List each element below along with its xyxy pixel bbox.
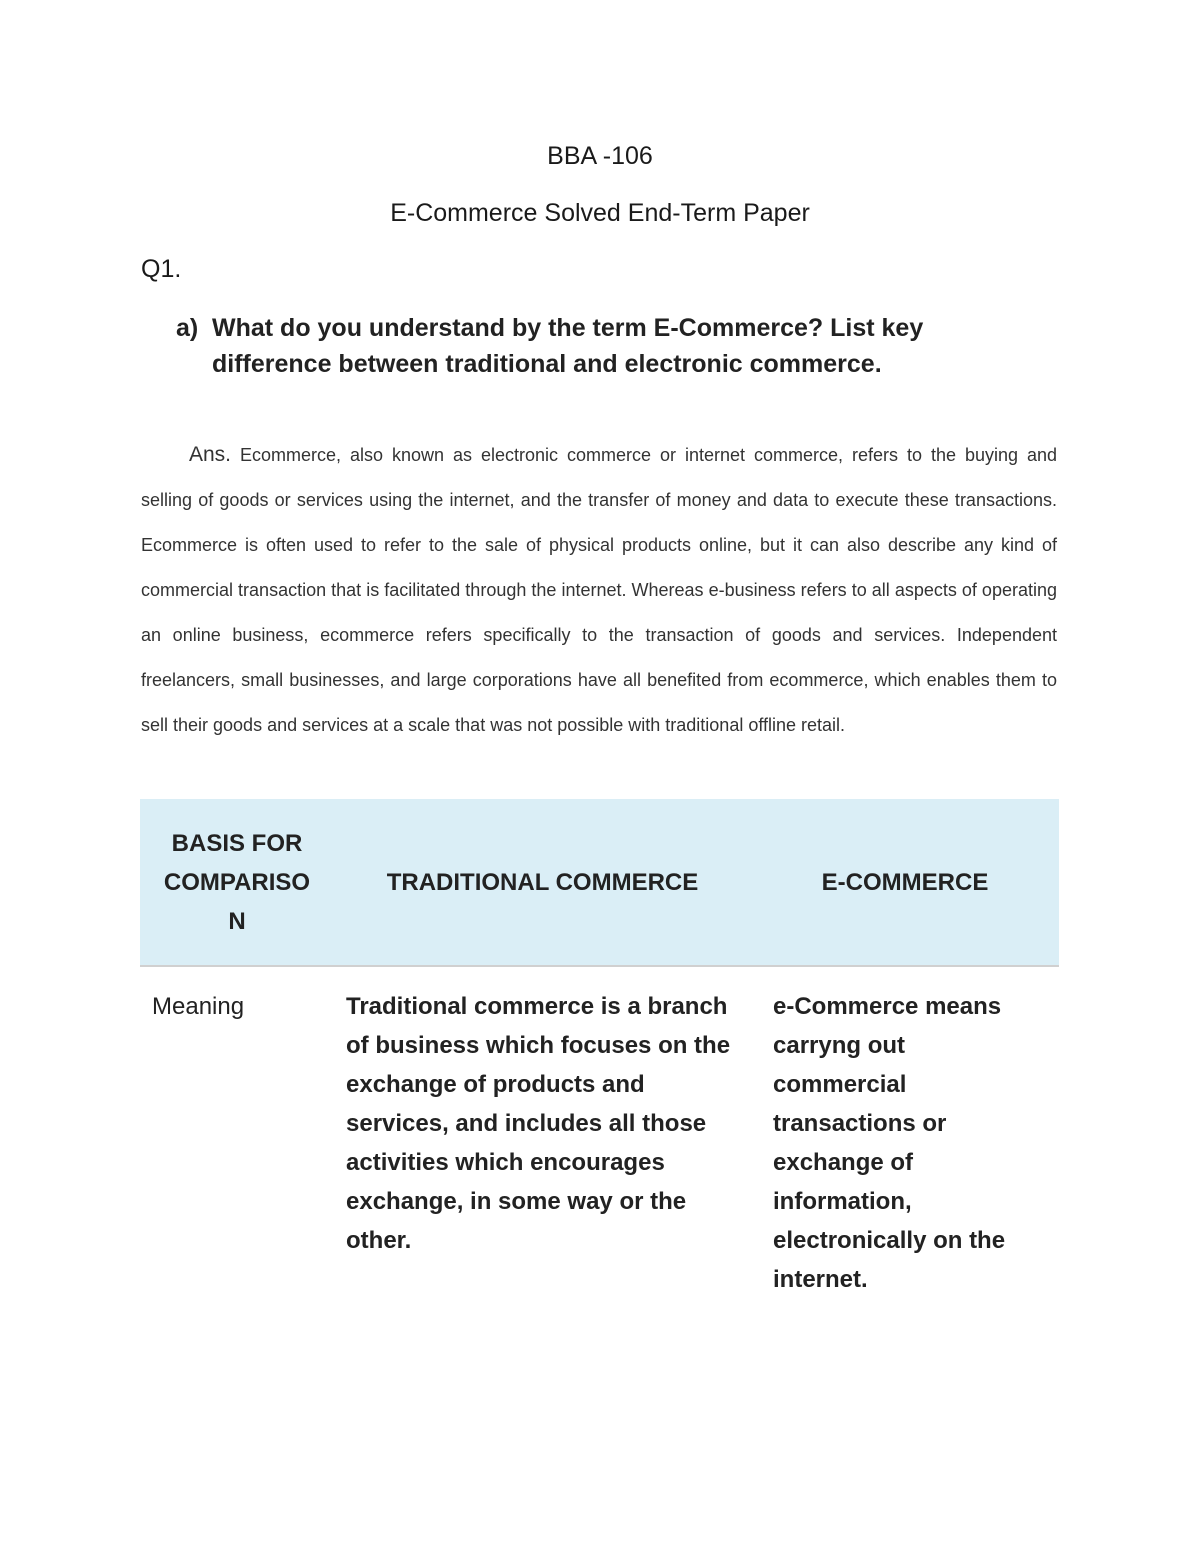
comparison-table xyxy=(140,799,1059,1299)
course-code: BBA -106 xyxy=(547,142,653,170)
header-basis: BASIS FOR COMPARISO N xyxy=(140,799,334,966)
answer-text: Ecommerce, also known as electronic commerce or internet commerce, refers to the buying and selling of goods or services using the internet, and the transfer of money and data to execute these transactions. Ecommerce is often used to refer to the sale of physical products online, but it can also describe any kind of commercial transaction that is facilitated through the internet. Whereas e-business refers to all aspects of operating an online business, ecommerce refers specifically to the transaction of goods and services. Independent freelancers, small businesses, and large corporations have all benefited from ecommerce, which enables them to sell their goods and services at a scale that was not possible with traditional offline retail. xyxy=(141,445,1057,735)
question-block xyxy=(176,310,976,382)
paper-title: E-Commerce Solved End-Term Paper xyxy=(390,199,810,227)
answer-label: Ans. xyxy=(189,443,232,466)
question-number: Q1. xyxy=(141,255,182,283)
cell-traditional: Traditional commerce is a branch of business which focuses on the exchange of products and services, and includes all those activities which encourages exchange, in some way or the other. xyxy=(346,993,731,1254)
cell-ecommerce: e-Commerce means carryng out commercial transactions or exchange of information, electronically on the internet. xyxy=(773,993,1006,1293)
cell-basis: Meaning xyxy=(152,993,245,1020)
table-row xyxy=(140,966,1059,1299)
header-traditional: TRADITIONAL COMMERCE xyxy=(334,799,751,966)
answer-paragraph xyxy=(141,432,1057,748)
question-part-label: a) xyxy=(176,314,199,342)
question-text: What do you understand by the term E-Commerce? List key difference between traditional and electronic commerce. xyxy=(212,314,924,378)
table-header-row xyxy=(140,799,1059,966)
header-ecommerce: E-COMMERCE xyxy=(751,799,1059,966)
